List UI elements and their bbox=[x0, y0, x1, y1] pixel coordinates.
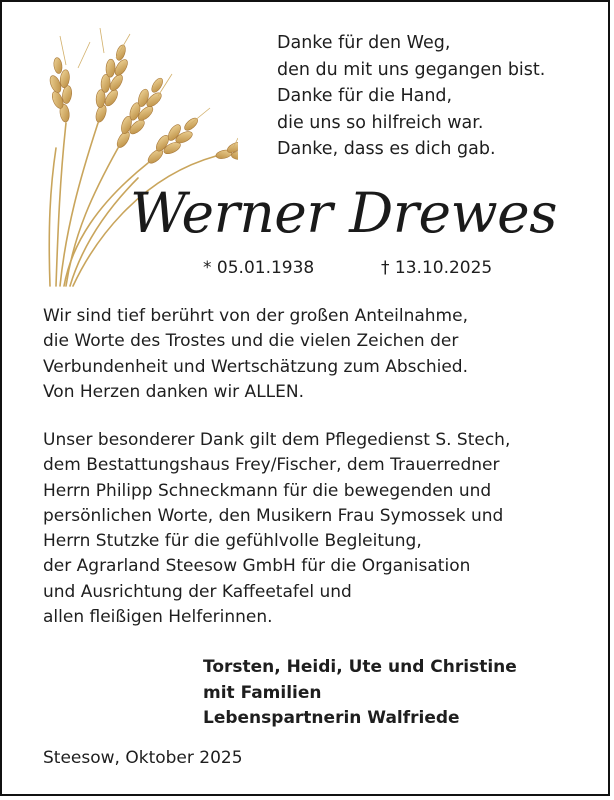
thanks-paragraph bbox=[43, 304, 603, 405]
paragraph-line: allen fleißigen Helferinnen. bbox=[43, 607, 273, 628]
deceased-name: Werner Drewes bbox=[130, 181, 557, 245]
paragraph-line: dem Bestattungshaus Frey/Fischer, dem Trauerredner bbox=[43, 455, 500, 476]
paragraph-line: persönlichen Worte, den Musikern Frau Symossek und bbox=[43, 505, 504, 526]
paragraph-line: und Ausrichtung der Kaffeetafel und bbox=[43, 581, 352, 602]
paragraph-line: Verbundenheit und Wertschätzung zum Abschied. bbox=[43, 356, 468, 377]
paragraph-line: Unser besonderer Dank gilt dem Pflegedienst S. Stech, bbox=[43, 430, 511, 450]
signature-line: Torsten, Heidi, Ute und Christine bbox=[203, 657, 517, 677]
death-date: † 13.10.2025 bbox=[381, 258, 493, 278]
paragraph-line: der Agrarland Steesow GmbH für die Organisation bbox=[43, 556, 471, 577]
signature-block bbox=[203, 655, 603, 732]
signature-line: mit Familien bbox=[203, 682, 322, 703]
paragraph-line: die Worte des Trostes und die vielen Zeichen der bbox=[43, 331, 459, 352]
wheat-ears-icon bbox=[38, 28, 238, 290]
signature-line: Lebenspartnerin Walfriede bbox=[203, 708, 460, 728]
place-date: Steesow, Oktober 2025 bbox=[43, 748, 243, 768]
special-thanks-paragraph bbox=[43, 428, 603, 630]
poem-line: Danke für die Hand, bbox=[277, 86, 453, 106]
poem-line: Danke, dass es dich gab. bbox=[277, 139, 496, 159]
poem-line: den du mit uns gegangen bist. bbox=[277, 59, 546, 80]
paragraph-line: Herrn Stutzke für die gefühlvolle Begleitung, bbox=[43, 531, 422, 552]
poem-line: Danke für den Weg, bbox=[277, 33, 451, 53]
birth-date: * 05.01.1938 bbox=[203, 258, 315, 278]
poem-line: die uns so hilfreich war. bbox=[277, 112, 484, 133]
poem bbox=[277, 30, 597, 163]
paragraph-line: Herrn Philipp Schneckmann für die bewegenden und bbox=[43, 480, 492, 501]
paragraph-line: Wir sind tief berührt von der großen Anteilnahme, bbox=[43, 306, 468, 326]
paragraph-line: Von Herzen danken wir ALLEN. bbox=[43, 381, 304, 402]
